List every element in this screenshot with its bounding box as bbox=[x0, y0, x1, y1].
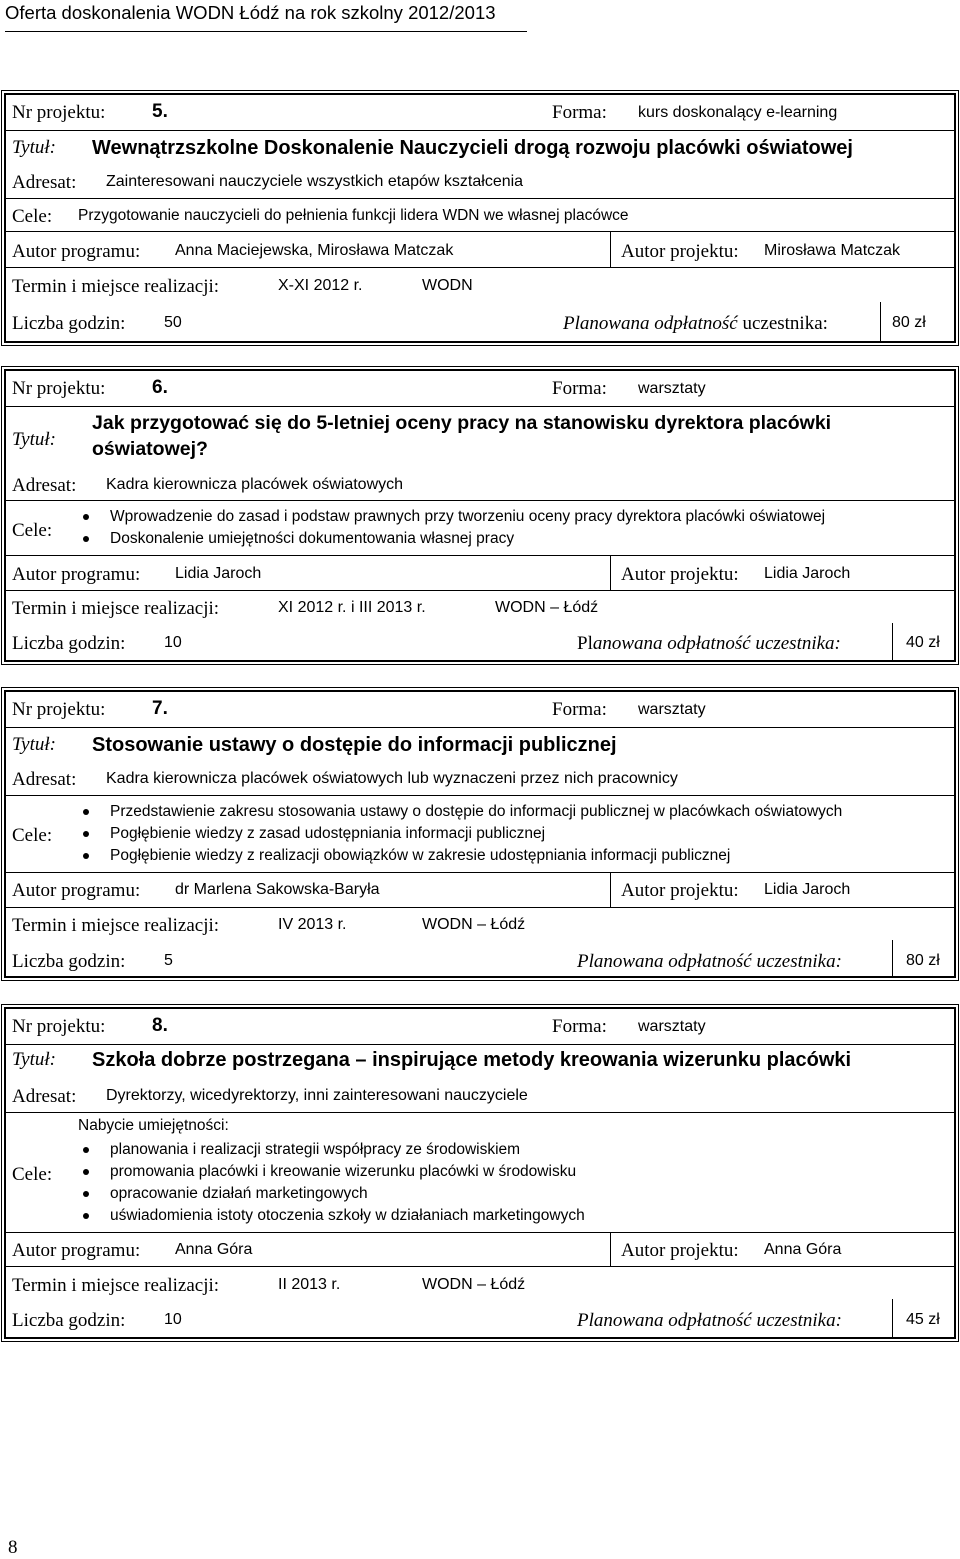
cele-item: planowania i realizacji strategii współpracy ze środowiskiem bbox=[78, 1139, 585, 1161]
divider bbox=[6, 590, 954, 591]
nr-label: Nr projektu: bbox=[12, 699, 106, 720]
termin-label: Termin i miejsce realizacji: bbox=[12, 1275, 220, 1296]
autor-projektu-label: Autor projektu: bbox=[621, 241, 739, 262]
document-title: Oferta doskonalenia WODN Łódź na rok szkolny 2012/2013 bbox=[5, 2, 496, 23]
forma-value: warsztaty bbox=[638, 1018, 706, 1035]
project-number: 5. bbox=[152, 101, 168, 122]
liczba-godzin-value: 10 bbox=[164, 1311, 182, 1328]
autor-projektu-value: Mirosława Matczak bbox=[764, 242, 901, 259]
cele-item: Doskonalenie umiejętności dokumentowania własnej pracy bbox=[78, 528, 825, 550]
forma-label: Forma: bbox=[552, 378, 607, 399]
cele-item: Przedstawienie zakresu stosowania ustawy o dostępie do informacji publicznej w placówkach oświatowych bbox=[78, 801, 842, 823]
liczba-godzin-label: Liczba godzin: bbox=[12, 313, 126, 334]
cele-item: uświadomienia istoty otoczenia szkoły w działaniach marketingowych bbox=[78, 1205, 585, 1227]
miejsce-value: WODN – Łódź bbox=[495, 599, 599, 616]
cele-label: Cele: bbox=[12, 520, 53, 541]
divider bbox=[6, 1232, 954, 1233]
odplatnosc-label: Planowana odpłatność uczestnika: bbox=[577, 951, 842, 972]
divider bbox=[6, 555, 954, 556]
odplatnosc-value: 40 zł bbox=[906, 634, 940, 651]
project-card-5 bbox=[4, 93, 956, 343]
odplatnosc-label-head: Pl bbox=[577, 633, 593, 654]
project-card-8 bbox=[4, 1007, 956, 1339]
project-title-line1: Jak przygotować się do 5-letniej oceny pracy na stanowisku dyrektora placówki bbox=[92, 412, 832, 434]
miejsce-value: WODN – Łódź bbox=[422, 1276, 526, 1293]
divider bbox=[6, 1112, 954, 1113]
cele-intro: Nabycie umiejętności: bbox=[78, 1117, 229, 1134]
liczba-godzin-label: Liczba godzin: bbox=[12, 1310, 126, 1331]
cele-item: opracowanie działań marketingowych bbox=[78, 1183, 585, 1205]
project-card-6 bbox=[4, 369, 956, 662]
divider bbox=[6, 406, 954, 407]
forma-label: Forma: bbox=[552, 1016, 607, 1037]
autor-programu-value: Anna Góra bbox=[175, 1241, 253, 1258]
odplatnosc-value: 80 zł bbox=[892, 314, 926, 331]
liczba-godzin-value: 10 bbox=[164, 634, 182, 651]
divider bbox=[6, 198, 954, 199]
cele-item: promowania placówki i kreowanie wizerunku placówki w środowisku bbox=[78, 1161, 585, 1183]
odplatnosc-label bbox=[577, 633, 841, 655]
forma-value: warsztaty bbox=[638, 380, 706, 397]
termin-label: Termin i miejsce realizacji: bbox=[12, 276, 220, 297]
cele-list bbox=[78, 801, 842, 867]
adresat-value: Kadra kierownicza placówek oświatowych lub wyznaczeni przez nich pracownicy bbox=[106, 770, 678, 787]
divider bbox=[6, 231, 954, 232]
cele-item: Pogłębienie wiedzy z zasad udostępniania informacji publicznej bbox=[78, 823, 842, 845]
divider bbox=[880, 302, 881, 341]
divider bbox=[6, 1266, 954, 1267]
project-title: Szkoła dobrze postrzegana – inspirujące metody kreowania wizerunku placówki bbox=[92, 1049, 852, 1071]
autor-projektu-value: Lidia Jaroch bbox=[764, 881, 851, 898]
adresat-value: Dyrektorzy, wicedyrektorzy, inni zainteresowani nauczyciele bbox=[106, 1087, 528, 1104]
autor-projektu-value: Lidia Jaroch bbox=[764, 565, 851, 582]
cele-value: Przygotowanie nauczycieli do pełnienia funkcji lidera WDN we własnej placówce bbox=[78, 207, 629, 224]
autor-projektu-label: Autor projektu: bbox=[621, 564, 739, 585]
divider bbox=[892, 1299, 893, 1337]
cele-label: Cele: bbox=[12, 825, 53, 846]
miejsce-value: WODN – Łódź bbox=[422, 916, 526, 933]
adresat-label: Adresat: bbox=[12, 769, 77, 790]
autor-programu-label: Autor programu: bbox=[12, 1240, 141, 1261]
liczba-godzin-value: 5 bbox=[164, 952, 173, 969]
termin-value: X-XI 2012 r. bbox=[278, 277, 363, 294]
divider bbox=[610, 231, 611, 267]
divider bbox=[610, 1232, 611, 1266]
autor-projektu-value: Anna Góra bbox=[764, 1241, 842, 1258]
miejsce-value: WODN bbox=[422, 277, 473, 294]
cele-list bbox=[78, 506, 825, 550]
page-number: 8 bbox=[8, 1537, 18, 1558]
tytul-label: Tytuł: bbox=[12, 429, 56, 450]
liczba-godzin-value: 50 bbox=[164, 314, 182, 331]
project-title-line2: oświatowej? bbox=[92, 438, 208, 460]
header-rule bbox=[5, 31, 527, 32]
termin-value: IV 2013 r. bbox=[278, 916, 347, 933]
divider bbox=[6, 500, 954, 501]
autor-programu-value: dr Marlena Sakowska-Baryła bbox=[175, 881, 380, 898]
autor-programu-label: Autor programu: bbox=[12, 880, 141, 901]
project-number: 6. bbox=[152, 377, 168, 398]
adresat-label: Adresat: bbox=[12, 1086, 77, 1107]
divider bbox=[6, 795, 954, 796]
divider bbox=[610, 872, 611, 907]
odplatnosc-label: Planowana odpłatność uczestnika: bbox=[577, 1310, 842, 1331]
forma-value: kurs doskonalący e-learning bbox=[638, 104, 838, 121]
odplatnosc-label bbox=[563, 313, 828, 335]
divider bbox=[6, 727, 954, 728]
liczba-godzin-label: Liczba godzin: bbox=[12, 633, 126, 654]
adresat-label: Adresat: bbox=[12, 172, 77, 193]
project-title: Stosowanie ustawy o dostępie do informacji publicznej bbox=[92, 734, 617, 756]
autor-projektu-label: Autor projektu: bbox=[621, 880, 739, 901]
forma-value: warsztaty bbox=[638, 701, 706, 718]
adresat-value: Kadra kierownicza placówek oświatowych bbox=[106, 476, 404, 493]
cele-label: Cele: bbox=[12, 1164, 53, 1185]
divider bbox=[6, 267, 954, 268]
autor-programu-value: Lidia Jaroch bbox=[175, 565, 262, 582]
adresat-label: Adresat: bbox=[12, 475, 77, 496]
termin-label: Termin i miejsce realizacji: bbox=[12, 915, 220, 936]
tytul-label: Tytuł: bbox=[12, 137, 56, 158]
forma-label: Forma: bbox=[552, 102, 607, 123]
termin-value: XI 2012 r. i III 2013 r. bbox=[278, 599, 426, 616]
odplatnosc-label-italic: anowana odpłatność uczestnika: bbox=[592, 633, 841, 654]
odplatnosc-label-italic: Planowana odpłatność bbox=[563, 313, 738, 334]
autor-programu-value: Anna Maciejewska, Mirosława Matczak bbox=[175, 242, 454, 259]
termin-value: II 2013 r. bbox=[278, 1276, 341, 1293]
project-card-7 bbox=[4, 690, 956, 978]
divider bbox=[892, 623, 893, 660]
cele-item: Wprowadzenie do zasad i podstaw prawnych przy tworzeniu oceny pracy dyrektora placówki oświatowej bbox=[78, 506, 825, 528]
divider bbox=[6, 907, 954, 908]
nr-label: Nr projektu: bbox=[12, 1016, 106, 1037]
tytul-label: Tytuł: bbox=[12, 734, 56, 755]
odplatnosc-value: 45 zł bbox=[906, 1311, 940, 1328]
divider bbox=[610, 555, 611, 590]
adresat-value: Zainteresowani nauczyciele wszystkich etapów kształcenia bbox=[106, 173, 524, 190]
odplatnosc-label-tail: uczestnika: bbox=[742, 313, 828, 334]
divider bbox=[6, 130, 954, 131]
divider bbox=[6, 1044, 954, 1045]
tytul-label: Tytuł: bbox=[12, 1049, 56, 1070]
autor-programu-label: Autor programu: bbox=[12, 241, 141, 262]
project-number: 7. bbox=[152, 698, 168, 719]
cele-label: Cele: bbox=[12, 206, 53, 227]
nr-label: Nr projektu: bbox=[12, 378, 106, 399]
forma-label: Forma: bbox=[552, 699, 607, 720]
autor-programu-label: Autor programu: bbox=[12, 564, 141, 585]
nr-label: Nr projektu: bbox=[12, 102, 106, 123]
termin-label: Termin i miejsce realizacji: bbox=[12, 598, 220, 619]
cele-item: Pogłębienie wiedzy z realizacji obowiązków w zakresie udostępniania informacji publicznej bbox=[78, 845, 842, 867]
cele-list bbox=[78, 1139, 585, 1227]
autor-projektu-label: Autor projektu: bbox=[621, 1240, 739, 1261]
liczba-godzin-label: Liczba godzin: bbox=[12, 951, 126, 972]
divider bbox=[6, 872, 954, 873]
project-title: Wewnątrzszkolne Doskonalenie Nauczycieli drogą rozwoju placówki oświatowej bbox=[92, 137, 853, 159]
divider bbox=[892, 940, 893, 976]
project-number: 8. bbox=[152, 1015, 168, 1036]
odplatnosc-value: 80 zł bbox=[906, 952, 940, 969]
